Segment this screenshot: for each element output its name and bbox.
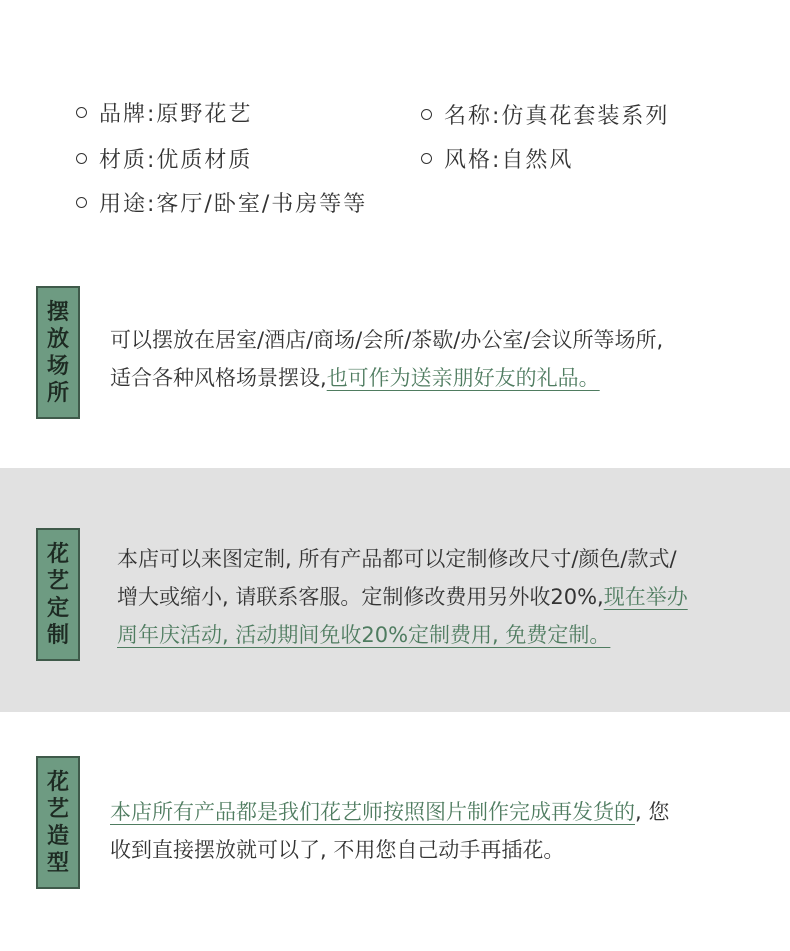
label-char: 花: [46, 541, 69, 567]
spec-text: 名称:仿真花套装系列: [444, 104, 670, 129]
section-floral-design: [0, 712, 790, 951]
highlight-text: 本店所有产品都是我们花艺师按照图片制作完成再发货的: [110, 800, 635, 824]
spec-text: 材质:优质材质: [99, 148, 253, 173]
spec-text: 用途:客厅/卧室/书房等等: [99, 192, 368, 217]
highlight-text: 也可作为送亲朋好友的礼品。: [326, 366, 600, 390]
label-char: 制: [46, 622, 69, 648]
spec-style: [421, 143, 573, 174]
section-label: [36, 756, 80, 889]
label-char: 放: [46, 326, 69, 352]
text-run: 收到直接摆放就可以了, 不用您自己动手再插花。: [110, 838, 565, 862]
text-run: 适合各种风格场景摆设,: [110, 366, 327, 390]
text-run: 增大或缩小, 请联系客服。定制修改费用另外收20%,: [117, 585, 604, 609]
description-line: [110, 359, 760, 397]
text-run: , 您: [635, 800, 670, 824]
spec-text: 品牌:原野花艺: [99, 102, 253, 127]
label-char: 定: [46, 595, 69, 621]
spec-text: 风格:自然风: [444, 148, 574, 173]
product-specs: [0, 0, 790, 260]
spec-material: [76, 143, 252, 174]
text-run: 可以摆放在居室/酒店/商场/会所/茶歇/办公室/会议所等场所,: [110, 328, 664, 352]
spec-brand: [76, 97, 252, 128]
spec-name: [421, 99, 669, 130]
circle-bullet-icon: [76, 197, 87, 208]
section-label: [36, 286, 80, 419]
label-char: 艺: [46, 568, 69, 594]
description-line: [117, 540, 782, 578]
label-char: 造: [46, 823, 69, 849]
label-char: 摆: [46, 299, 69, 325]
description-line: [110, 831, 770, 869]
text-run: 本店可以来图定制, 所有产品都可以定制修改尺寸/颜色/款式/: [117, 547, 677, 571]
description-line: [110, 321, 760, 359]
description-line: [117, 578, 782, 616]
highlight-text: 周年庆活动, 活动期间免收20%定制费用, 免费定制。: [117, 623, 611, 647]
circle-bullet-icon: [421, 153, 432, 164]
label-char: 所: [46, 380, 69, 406]
circle-bullet-icon: [76, 153, 87, 164]
highlight-text: 现在举办: [603, 585, 688, 609]
label-char: 花: [46, 769, 69, 795]
section-description: [110, 793, 770, 869]
description-line: [110, 793, 770, 831]
section-placement: [0, 260, 790, 468]
spec-usage: [76, 187, 367, 218]
circle-bullet-icon: [421, 109, 432, 120]
section-label: [36, 528, 80, 661]
description-line: [117, 616, 782, 654]
label-char: 型: [46, 850, 69, 876]
section-description: [110, 321, 760, 397]
circle-bullet-icon: [76, 107, 87, 118]
section-description: [117, 540, 782, 654]
section-customization: [0, 468, 790, 712]
label-char: 场: [46, 353, 69, 379]
label-char: 艺: [46, 796, 69, 822]
